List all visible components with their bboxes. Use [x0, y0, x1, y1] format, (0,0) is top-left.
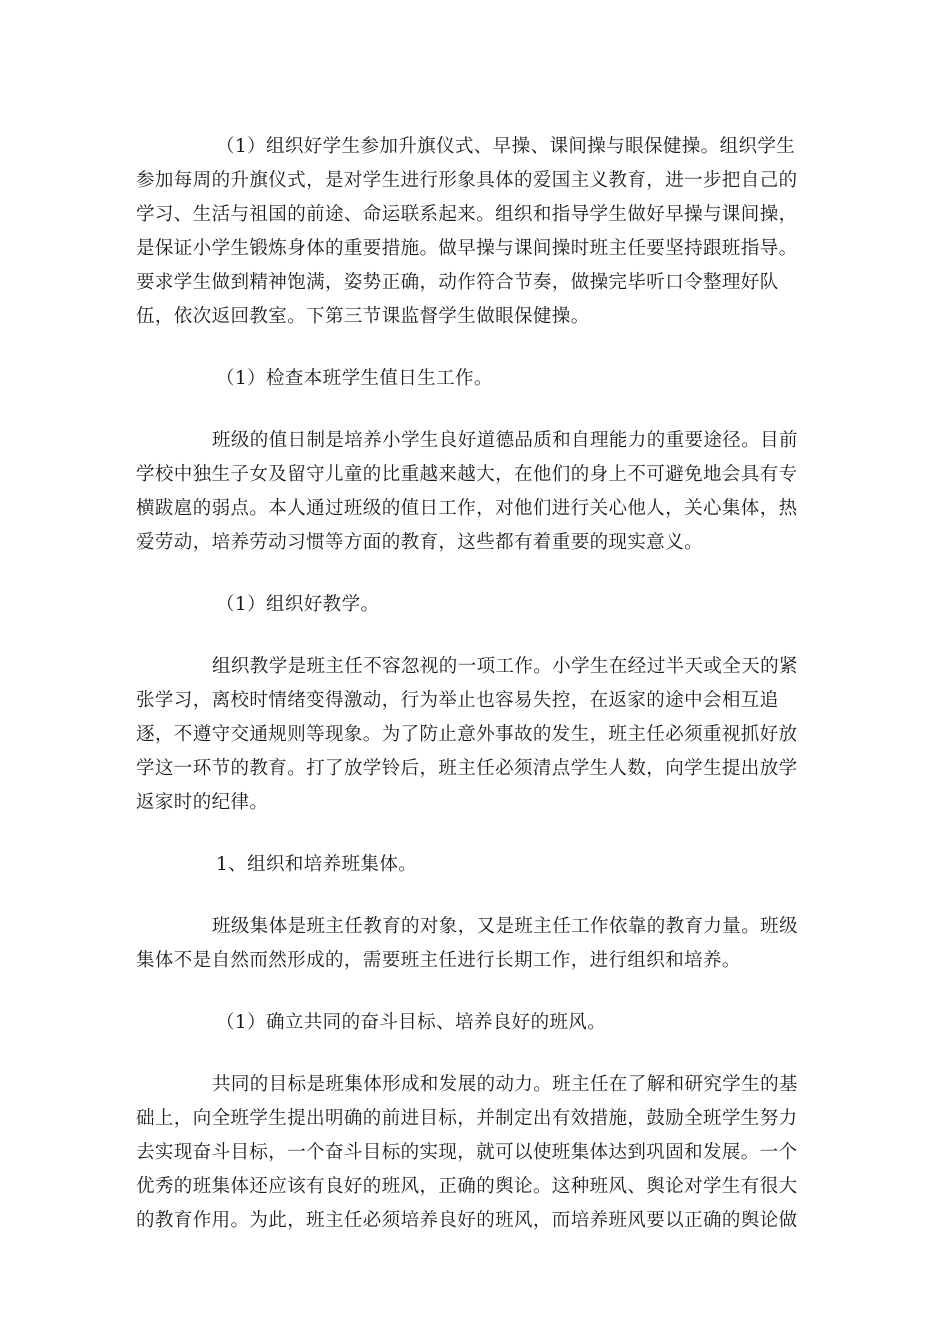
- paragraph-organize-teaching: 组织教学是班主任不容忽视的一项工作。小学生在经过半天或全天的紧张学习，离校时情绪变得激动，行为举止也容易失控，在返家的途中会相互追逐，不遵守交通规则等现象。为了防止意外事故的发生，班主任必须重视抓好放学这一环节的教育。打了放学铃后，班主任必须清点学生人数，向学生提出放学返家时的纪律。: [136, 656, 798, 813]
- heading-class-collective: 1、组织和培养班集体。: [216, 854, 418, 875]
- heading-duty-check: （1）检查本班学生值日生工作。: [216, 368, 493, 389]
- paragraph-common-goal: 共同的目标是班集体形成和发展的动力。班主任在了解和研究学生的基础上，向全班学生提出明确的前进目标，并制定出有效措施，鼓励全班学生努力去实现奋斗目标，一个奋斗目标的实现，就可以使班集体达到巩固和发展。一个优秀的班集体还应该有良好的班风，正确的舆论。这种班风、舆论对学生有很大的教育作用。为此，班主任必须培养良好的班风，而培养班风要以正确的舆论做: [136, 1074, 798, 1231]
- heading-organize-teaching: （1）组织好教学。: [216, 594, 380, 615]
- paragraph-class-collective: 班级集体是班主任教育的对象，又是班主任工作依靠的教育力量。班级集体不是自然而然形成的，需要班主任进行长期工作，进行组织和培养。: [136, 916, 798, 971]
- heading-common-goal: （1）确立共同的奋斗目标、培养良好的班风。: [216, 1012, 607, 1033]
- paragraph-duty-system: 班级的值日制是培养小学生良好道德品质和自理能力的重要途径。目前学校中独生子女及留守儿童的比重越来越大，在他们的身上不可避免地会具有专横跋扈的弱点。本人通过班级的值日工作，对他们进行关心他人，关心集体，热爱劳动，培养劳动习惯等方面的教育，这些都有着重要的现实意义。: [136, 430, 798, 553]
- document-body: [136, 130, 812, 1266]
- paragraph-flag-ceremony: （1）组织好学生参加升旗仪式、早操、课间操与眼保健操。组织学生参加每周的升旗仪式，是对学生进行形象具体的爱国主义教育，进一步把自己的学习、生活与祖国的前途、命运联系起来。组织和指导学生做好早操与课间操，是保证小学生锻炼身体的重要措施。做早操与课间操时班主任要坚持跟班指导。要求学生做到精神饱满，姿势正确，动作符合节奏，做操完毕听口令整理好队伍，依次返回教室。下第三节课监督学生做眼保健操。: [136, 136, 798, 327]
